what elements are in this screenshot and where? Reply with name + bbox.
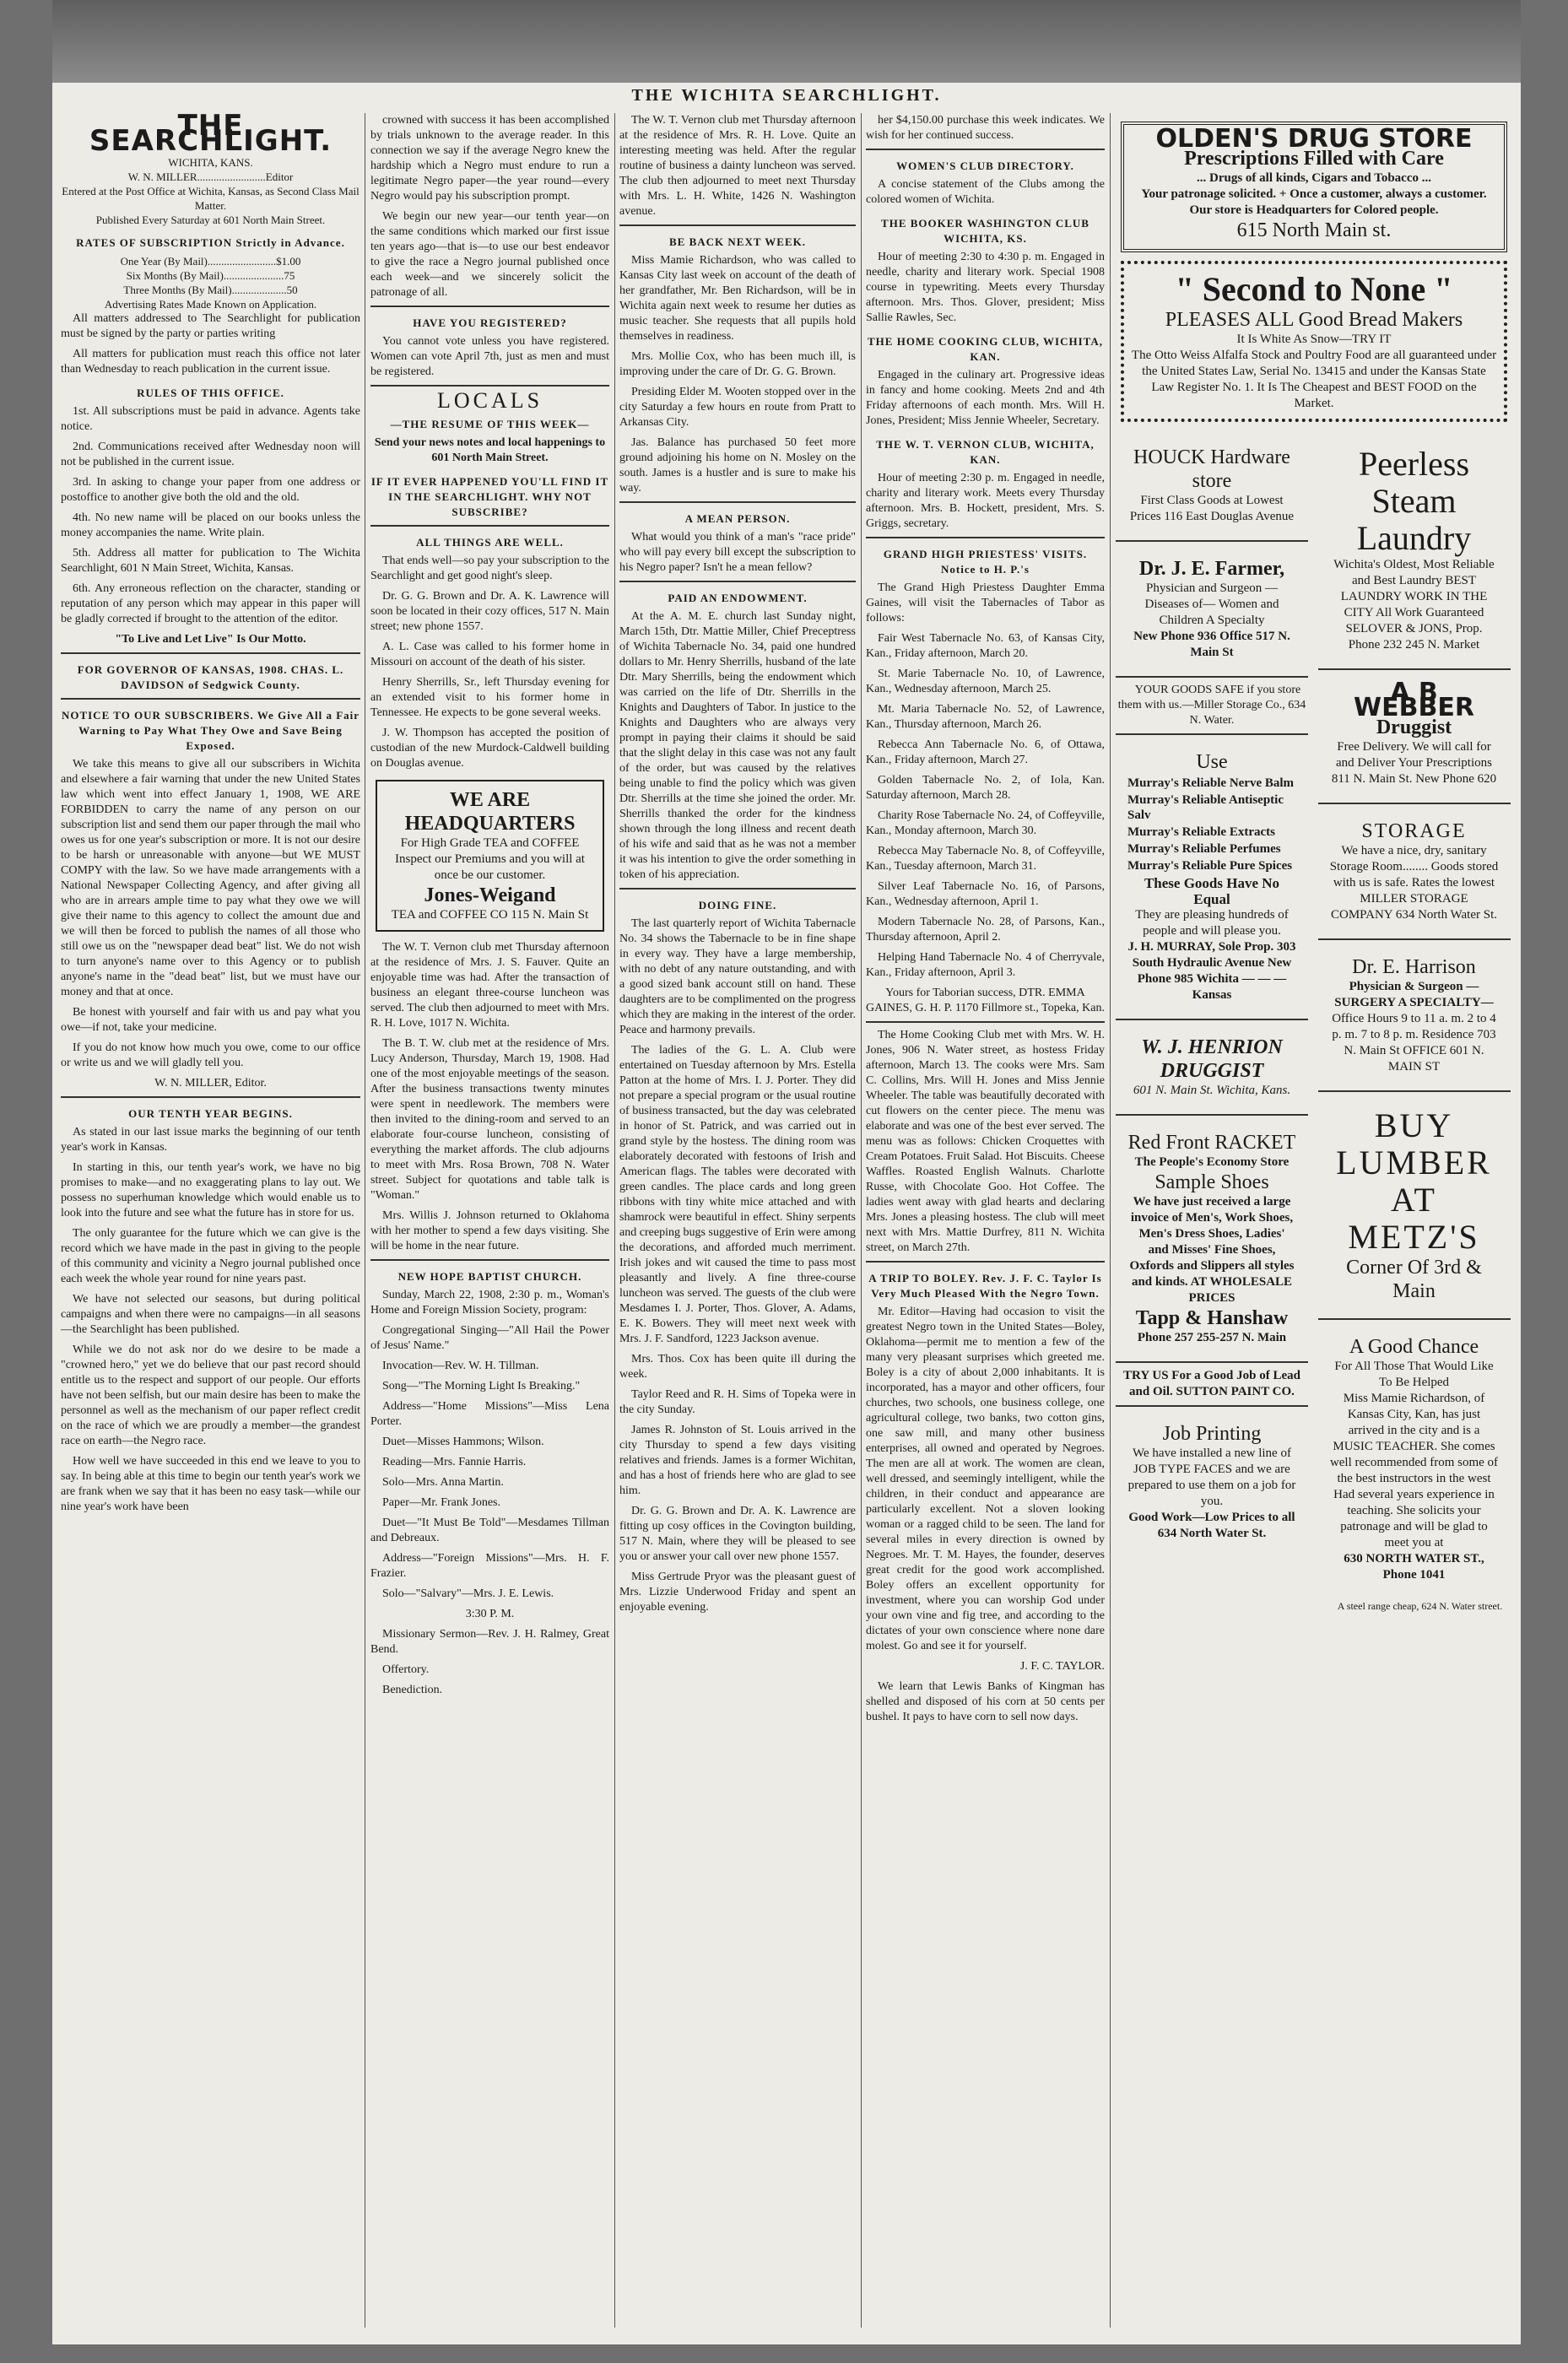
divider bbox=[1116, 733, 1308, 735]
tenth-paragraph: The only guarantee for the future which we can give is the record which we have made in the past in giving to the people of this community and vicinity a Negro journal published once each week the whole year round for nine years past. bbox=[61, 1227, 360, 1285]
job-footer: Good Work—Low Prices to all 634 North Water St. bbox=[1128, 1511, 1295, 1540]
houck-name: HOUCK Hardware store bbox=[1133, 446, 1290, 492]
subscribe-prompt: IF IT EVER HAPPENED YOU'LL FIND IT IN THE SEARCHLIGHT. WHY NOT SUBSCRIBE? bbox=[370, 475, 609, 518]
program-line: Address—"Foreign Missions"—Mrs. H. F. Frazier. bbox=[370, 1552, 609, 1580]
henrion-name: W. J. HENRION DRUGGIST bbox=[1141, 1036, 1283, 1082]
program-line: Congregational Singing—"All Hail the Power of Jesus' Name." bbox=[370, 1324, 609, 1352]
motto: "To Live and Let Live" Is Our Motto. bbox=[115, 633, 306, 646]
place-line: WICHITA, KANS. bbox=[168, 156, 253, 169]
racket-name: Tapp & Hanshaw bbox=[1135, 1307, 1289, 1329]
divider bbox=[61, 652, 360, 654]
rule-item: 5th. Address all matter for publication to The Wichita Searchlight, 601 N Main Street, Wichita, Kansas. bbox=[61, 547, 360, 575]
governor-heading: FOR GOVERNOR OF KANSAS, 1908. CHAS. L. DAVIDSON of Sedgwick County. bbox=[77, 663, 344, 691]
club-item: The Home Cooking Club met with Mrs. W. H. Jones, 906 N. Water street, as hostess Friday afternoon, March 13. The cooks were Mrs. Sam C. Collins, Mrs. Will H. Jones and Miss Jennie Wheeler. The table was beautifully decorated with cut flowers on the center piece. The menu was elaborate and was one of the best ever served. The menu was as follows: Chicken Croquettes with Cream Potatoes. Fruit Salad. Hot Biscuits. Cheese Waffles. Roasted English Walnuts. Charlotte Russe, with Chocolate Goo. Hot Coffee. The ladies went away with glad hearts and declaring Mrs. Jones a pleasing hostess. The club will meet next with Mrs. Mattie Durfrey, 811 N. Wichita street, on March 27th. bbox=[866, 1029, 1105, 1254]
olden-drug-ad bbox=[1121, 122, 1507, 252]
divider bbox=[866, 537, 1105, 538]
murray-note: They are pleasing hundreds of people and will please you. bbox=[1135, 908, 1289, 938]
notice-paragraph: If you do not know how much you owe, come to our office or write us and we will gladly tell you. bbox=[61, 1041, 360, 1069]
olden-line: Prescriptions Filled with Care bbox=[1184, 148, 1444, 170]
local-item: Dr. G. G. Brown and Dr. A. K. Lawrence are fitting up cosy offices in the Covington building, 517 N. Main, where they will be pleased to see you or answer your call over new phone 1557. bbox=[619, 1505, 856, 1563]
divider bbox=[370, 1259, 609, 1261]
program-line: Missionary Sermon—Rev. J. H. Ralmey, Great Bend. bbox=[370, 1628, 609, 1656]
published-note: Published Every Saturday at 601 North Main Street. bbox=[95, 214, 326, 226]
mean-body: What would you think of a man's "race pride" who will pay every bill except the subscription to his Negro paper? Isn't he a mean fellow? bbox=[619, 531, 856, 574]
chance-sub: For All Those That Would Like To Be Helped bbox=[1334, 1360, 1494, 1389]
fine-body: The last quarterly report of Wichita Tabernacle No. 34 shows the Tabernacle to be in fine shape in every way. They have a large membership, with no debt of any nature outstanding, and with a good sized bank account still on hand. These daughters are to be complimented on the progress which they are making in the interest of the order. Peace and harmony prevails. bbox=[619, 917, 856, 1036]
boley-signature: J. F. C. TAYLOR. bbox=[1019, 1660, 1105, 1673]
storage-body: We have a nice, dry, sanitary Storage Room........ Goods stored with us is safe. Rates the lowest MILLER STORAGE COMPANY 634 North Water St. bbox=[1329, 844, 1499, 922]
program-line: 3:30 P. M. bbox=[465, 1608, 515, 1620]
church-heading: NEW HOPE BAPTIST CHURCH. bbox=[397, 1270, 582, 1283]
club-heading: THE W. T. VERNON CLUB, WICHITA, KAN. bbox=[876, 438, 1095, 466]
local-item: We learn that Lewis Banks of Kingman has shelled and disposed of his corn at 50 cents per bushel. It pays to have corn to sell now days. bbox=[866, 1680, 1105, 1723]
endowment-heading: PAID AN ENDOWMENT. bbox=[668, 592, 808, 604]
visit-line: The Grand High Priestess Daughter Emma Gaines, will visit the Tabernacles of Tabor as follows: bbox=[866, 581, 1105, 625]
boley-heading: A TRIP TO BOLEY. Rev. J. F. C. Taylor Is Very Much Pleased With the Negro Town. bbox=[868, 1272, 1102, 1300]
henrion-ad bbox=[1121, 1029, 1303, 1106]
houck-ad bbox=[1121, 439, 1303, 532]
program-line: Benediction. bbox=[382, 1684, 443, 1696]
club-heading: THE HOME COOKING CLUB, WICHITA, KAN. bbox=[868, 335, 1103, 363]
program-line: Address—"Home Missions"—Miss Lena Porter. bbox=[370, 1400, 609, 1428]
tenth-paragraph: As stated in our last issue marks the beginning of our tenth year's work in Kansas. bbox=[61, 1126, 360, 1154]
visit-line: Rebecca Ann Tabernacle No. 6, of Ottawa, Kan., Friday afternoon, March 27. bbox=[866, 738, 1105, 766]
rule-item: 6th. Any erroneous reflection on the character, standing or reputation of any person which may appear in this paper will be gladly corrected if brought to the attention of the editor. bbox=[61, 582, 360, 625]
local-item: J. W. Thompson has accepted the position of custodian of the new Murdock-Caldwell building on Douglas avenue. bbox=[370, 727, 609, 770]
webber-ad bbox=[1323, 679, 1506, 794]
fine-heading: DOING FINE. bbox=[698, 899, 777, 911]
divider bbox=[1318, 1090, 1511, 1092]
divider bbox=[370, 385, 609, 387]
bread-ad bbox=[1121, 261, 1507, 422]
farmer-ad bbox=[1121, 550, 1303, 668]
club-body: Engaged in the culinary art. Progressive ideas in fancy and home cooking. Meets 2nd and 4th Friday afternoons of each month. Mrs. Will H. Jones, President; Miss Jennie Wheeler, Secretary. bbox=[866, 369, 1105, 427]
divider bbox=[370, 306, 609, 307]
rate-line: Six Months (By Mail)......................75 bbox=[126, 269, 295, 282]
local-item: Henry Sherrills, Sr., left Thursday evening for an extended visit to his former home in Tennessee. He expects to be gone several weeks. bbox=[370, 676, 609, 719]
visit-line: St. Marie Tabernacle No. 10, of Lawrence, Kan., Wednesday afternoon, March 25. bbox=[866, 668, 1105, 695]
lumber-heading: BUY LUMBER AT bbox=[1336, 1106, 1492, 1219]
ad-company: Jones-Weigand bbox=[424, 884, 556, 906]
back-body: Miss Mamie Richardson, who was called to Kansas City last week on account of the death of her grandfather, Mr. Ben Richardson, will be in Wichita again next week to resume her duties as music teacher. She requests that all pupils hold themselves in readiness. bbox=[619, 254, 856, 343]
farmer-body: Physician and Surgeon —Diseases of— Women and Children A Specialty bbox=[1144, 581, 1279, 627]
column-ads bbox=[1116, 113, 1512, 2328]
nameplate: THE SEARCHLIGHT. bbox=[89, 113, 333, 158]
bread-line: It Is White As Snow—TRY IT bbox=[1236, 333, 1392, 346]
entry-note: Entered at the Post Office at Wichita, Kansas, as Second Class Mail Matter. bbox=[62, 185, 360, 212]
club-item: The W. T. Vernon club met Thursday afternoon at the residence of Mrs. R. H. Love. Quite an interesting meeting was held. After the regular routine of business a dainty luncheon was served. The club then adjourned to meet next Thursday with Mrs. L. H. White, 1426 N. Washington avenue. bbox=[619, 114, 856, 218]
lumber-address: Corner Of 3rd & Main bbox=[1346, 1257, 1482, 1302]
advertising-note: Advertising Rates Made Known on Application. bbox=[104, 298, 317, 311]
article-continued: We begin our new year—our tenth year—on the same conditions which marked our first issue ten years ago—that is—to use our best endeavor to give the race a Negro journal published once each week—and we sincerely solicit the patronage of all. bbox=[370, 210, 609, 299]
olden-address: 615 North Main st. bbox=[1236, 219, 1392, 241]
visit-line: Modern Tabernacle No. 28, of Parsons, Kan., Thursday afternoon, April 2. bbox=[866, 916, 1105, 944]
divider bbox=[1116, 1405, 1308, 1407]
directory-heading: WOMEN'S CLUB DIRECTORY. bbox=[896, 160, 1074, 172]
running-head: THE WICHITA SEARCHLIGHT. bbox=[631, 86, 942, 105]
job-heading: Job Printing bbox=[1162, 1423, 1262, 1445]
divider bbox=[61, 1096, 360, 1098]
club-body: Hour of meeting 2:30 to 4:30 p. m. Engaged in needle, charity and literary work. Special 1908 course in typewriting. Meets every Thursday afternoon. Mrs. Thos. Glover, president; Miss Sallie Rawles, Sec. bbox=[866, 251, 1105, 324]
rate-line: One Year (By Mail).........................$1.00 bbox=[120, 255, 301, 268]
column-rule bbox=[614, 113, 615, 2328]
local-item: James R. Johnston of St. Louis arrived in the city Thursday to spend a few days visiting relatives and friends. James is a former Wichitan, and has a host of friends here who are glad to see him. bbox=[619, 1424, 856, 1497]
racket-sub: The People's Economy Store bbox=[1134, 1155, 1290, 1169]
laundry-name: Peerless Steam Laundry bbox=[1356, 445, 1472, 557]
registered-heading: HAVE YOU REGISTERED? bbox=[413, 316, 567, 329]
visit-signature: Yours for Taborian success, DTR. EMMA GAINES, G. H. P. 1170 Fillmore st., Topeka, Kan. bbox=[866, 987, 1105, 1014]
tea-coffee-ad bbox=[376, 780, 604, 932]
divider bbox=[1318, 668, 1511, 670]
local-item: Jas. Balance has purchased 50 feet more ground adjoining his home on N. Mosley on the south. James is a hustler and is sure to make his way. bbox=[619, 436, 856, 495]
program-line: Sunday, March 22, 1908, 2:30 p. m., Woman's Home and Foreign Mission Society, program: bbox=[370, 1289, 609, 1317]
local-item: Taylor Reed and R. H. Sims of Topeka were in the city Sunday. bbox=[619, 1388, 856, 1416]
resume-line: —THE RESUME OF THIS WEEK— bbox=[390, 418, 590, 430]
murray-tag: These Goods Have No Equal bbox=[1144, 875, 1280, 907]
program-line: Solo—Mrs. Anna Martin. bbox=[382, 1476, 504, 1489]
column-rule bbox=[1110, 113, 1111, 2328]
boley-body: Mr. Editor—Having had occasion to visit the greatest Negro town in the United States—Boley, Oklahoma—permit me to mention a few of the many very pleasant surprises which greeted me. Boley is a city of about 2,000 inhabitants. It is incorporated, has a mayor and other officers, four churches, two schools, one business college, one agricultural college, two banks, two cotton gins, one saw mill, and many other business enterprises, all owned and operated by Negroes. The men are all at work. The women are clean, well dressed, and seemingly intelligent, while the children, in their conduct and appearance are particularly excellent. Not a sloven looking woman or a ragged child to be seen. The land for several miles in every direction is owned by Negroes. Mr. T. M. Hayes, the founder, deserves great credit for the good work accomplished. Boley offers an excellent opportunity for investment, where you can worship God under your own vine and fig tree, and according to the dictates of your own conscience where none dare molest. Go and see it for yourself. bbox=[866, 1306, 1105, 1652]
bread-line: The Otto Weiss Alfalfa Stock and Poultry Food are all guaranteed under the United States Law, Serial No. 13415 and under the Kansas State Law Register No. 1. It Is The Cheapest and BEST FOOD on the Market. bbox=[1131, 349, 1497, 410]
ad-body: For High Grade TEA and COFFEE Inspect our Premiums and you will at once be our customer. bbox=[395, 836, 585, 882]
murray-item: Murray's Reliable Nerve Balm bbox=[1127, 776, 1295, 790]
divider bbox=[1116, 676, 1308, 678]
divider bbox=[866, 149, 1105, 150]
webber-body: Free Delivery. We will call for and Deliver Your Prescriptions 811 N. Main St. New Phone 620 bbox=[1331, 740, 1497, 786]
rule-item: 1st. All subscriptions must be paid in advance. Agents take notice. bbox=[61, 405, 360, 433]
divider bbox=[1318, 938, 1511, 940]
divider bbox=[370, 525, 609, 527]
tenth-paragraph: In starting in this, our tenth year's work, we have no big promises to make—and no exaggerating plans to lay out. We possess no superhuman knowledge which would enable us to look into the future and see what the future has in store for us. bbox=[61, 1161, 360, 1219]
program-line: Invocation—Rev. W. H. Tillman. bbox=[382, 1360, 539, 1372]
tenth-paragraph: We have not selected our seasons, but during political campaigns and when there were no campaigns—in all seasons—the Searchlight has been published. bbox=[61, 1293, 360, 1336]
divider bbox=[619, 581, 856, 582]
program-line: Song—"The Morning Light Is Breaking." bbox=[382, 1380, 581, 1392]
murray-item: Murray's Reliable Antiseptic Salv bbox=[1127, 793, 1284, 822]
rate-line: Three Months (By Mail)....................50 bbox=[123, 284, 298, 296]
lumber-name: METZ'S bbox=[1348, 1218, 1480, 1256]
harrison-hours: Office Hours 9 to 11 a. m. 2 to 4 p. m. 7 to 8 p. m. Residence 703 N. Main St OFFICE 601 N. MAIN ST bbox=[1332, 1012, 1496, 1073]
local-item: Mrs. Thos. Cox has been quite ill during the week. bbox=[619, 1353, 856, 1381]
club-body: Hour of meeting 2:30 p. m. Engaged in needle, charity and literary work. Meets every Thursday afternoon. Mrs. B. Hockett, president, Mrs. S. Griggs, secretary. bbox=[866, 472, 1105, 530]
chance-address: 630 NORTH WATER ST., Phone 1041 bbox=[1344, 1552, 1484, 1582]
houck-body: First Class Goods at Lowest Prices 116 East Douglas Avenue bbox=[1129, 494, 1295, 523]
bread-line: PLEASES ALL Good Bread Makers bbox=[1165, 309, 1463, 331]
tenth-paragraph: While we do not ask nor do we desire to be made a "crowned hero," yet we do believe that our past record should entitle us to the respect and support of our people. Our efforts have not been selfish, but our main desire has been to make the personnel as well as the mechanism of our paper reflect credit on the race of which we are proudly a member—the grandest race on earth—the Negro race. bbox=[61, 1344, 360, 1447]
visit-line: Helping Hand Tabernacle No. 4 of Cherryvale, Kan., Friday afternoon, April 3. bbox=[866, 951, 1105, 979]
lumber-ad bbox=[1323, 1100, 1506, 1310]
column-3 bbox=[619, 113, 856, 2328]
divider bbox=[61, 698, 360, 700]
divider bbox=[866, 1261, 1105, 1263]
rule-item: 4th. No new name will be placed on our books unless the money accompanies the name. Write plain. bbox=[61, 511, 360, 539]
olden-line: ... Drugs of all kinds, Cigars and Tobacco ... bbox=[1197, 171, 1431, 185]
page-top-margin bbox=[52, 0, 1521, 83]
registered-body: You cannot vote unless you have registered. Women can vote April 7th, just as men and must be registered. bbox=[370, 335, 609, 378]
harrison-body: Physician & Surgeon —SURGERY A SPECIALTY— bbox=[1334, 980, 1494, 1009]
local-item: Dr. G. G. Brown and Dr. A. K. Lawrence will soon be located in their cozy offices, 517 N. Main street; new phone 1557. bbox=[370, 590, 609, 633]
webber-sub: Druggist bbox=[1376, 716, 1452, 738]
murray-item: Murray's Reliable Extracts bbox=[1127, 825, 1275, 839]
divider bbox=[1116, 1114, 1308, 1116]
local-item: A. L. Case was called to his former home in Missouri on account of the death of his sister. bbox=[370, 641, 609, 668]
column-4 bbox=[866, 113, 1105, 2328]
notice-paragraph: Be honest with yourself and fair with us and pay what you owe—if not, take your medicine. bbox=[61, 1006, 360, 1034]
divider bbox=[1116, 1361, 1308, 1363]
job-printing-ad bbox=[1121, 1415, 1303, 1549]
purchase-note: her $4,150.00 purchase this week indicates. We wish for her continued success. bbox=[866, 114, 1105, 142]
rules-heading: RULES OF THIS OFFICE. bbox=[137, 387, 284, 399]
program-line: Duet—Misses Hammons; Wilson. bbox=[382, 1436, 544, 1448]
article-continued: crowned with success it has been accomplished by trials unknown to the average reader. In this connection we say if the average Negro knew the hardship which a Negro must endure to run a legitimate Negro paper—the year round—every Negro would pay his subscription prompt. bbox=[370, 114, 609, 203]
program-line: Duet—"It Must Be Told"—Mesdames Tillman and Debreaux. bbox=[370, 1517, 609, 1544]
program-line: Reading—Mrs. Fannie Harris. bbox=[382, 1456, 527, 1468]
visit-line: Rebecca May Tabernacle No. 8, of Coffeyville, Kan., Tuesday afternoon, March 31. bbox=[866, 845, 1105, 873]
job-body: We have installed a new line of JOB TYPE FACES and we are prepared to use them on a job for you. bbox=[1127, 1446, 1296, 1508]
murray-ad bbox=[1121, 744, 1303, 1010]
ads-left-column bbox=[1116, 430, 1308, 1557]
storage-ad bbox=[1323, 813, 1506, 930]
racket-address: Phone 257 255-257 N. Main bbox=[1137, 1331, 1287, 1344]
webber-name: A B WEBBER bbox=[1354, 678, 1474, 722]
newspaper-page bbox=[52, 83, 1521, 2344]
club-item: The ladies of the G. L. A. Club were entertained on Tuesday afternoon by Mrs. Estella Patton at the home of Mrs. I. J. Porter. They did not prepare a special program or the usual routine of business transacted, but the day was celebrated in honor of St. Patrick, and was carried out in grand style by the hostess. The dining room was elaborately decorated with festoons of Irish and American flags. The tables were decorated with green candles. The place cards and long green ribbons with tiny white mice attached and with shamrock were beautiful in effect. Shiny serpents and creeping bugs suggestive of Erin were among the decorations, and afforded much merriment. Irish jokes and wit caused the time to pass most pleasantly and lively. A fine three-course luncheon was served. The guests of the club were Mesdames I. J. Porter, Thos. Glover, A. Adams, E. K. Bowers. They will meet next week with Mrs. J. F. Sandford, 1223 Jackson avenue. bbox=[619, 1044, 856, 1345]
henrion-address: 601 N. Main St. Wichita, Kans. bbox=[1133, 1084, 1291, 1097]
racket-heading: Red Front RACKET bbox=[1127, 1132, 1296, 1154]
racket-body: We have just received a large invoice of Men's, Work Shoes, Men's Dress Shoes, Ladies' and Misses' Fine Shoes, Oxfords and Slippers all styles and kinds. AT WHOLESALE PRICES bbox=[1129, 1195, 1295, 1305]
column-1 bbox=[61, 113, 360, 2328]
deadline-note: All matters for publication must reach this office not later than Wednesday to reach publication in the current issue. bbox=[61, 348, 360, 376]
divider bbox=[619, 224, 856, 226]
tenth-paragraph: How well we have succeeded in this end we leave to you to say. In being able at this time to begin our tenth year's work we are frank when we say that it has been no easy task—while our nine year's work have been bbox=[61, 1455, 360, 1513]
editor-line: W. N. MILLER.........................Editor bbox=[127, 170, 294, 183]
olden-line: Your patronage solicited. + Once a customer, always a customer. Our store is Headquarters for Colored people. bbox=[1141, 187, 1487, 217]
ad-heading: WE ARE HEADQUARTERS bbox=[404, 789, 576, 835]
rule-item: 3rd. In asking to change your paper from one address or postoffice to another give both the old and the old. bbox=[61, 476, 360, 504]
local-item: Presiding Elder M. Wooten stopped over in the city Saturday a few hours en route from Pratt to Arkansas City. bbox=[619, 386, 856, 429]
visit-line: Mt. Maria Tabernacle No. 52, of Lawrence, Kan., Thursday afternoon, March 26. bbox=[866, 703, 1105, 731]
divider bbox=[1116, 1019, 1308, 1020]
divider bbox=[1318, 1318, 1511, 1320]
divider bbox=[1116, 540, 1308, 542]
visit-line: Charity Rose Tabernacle No. 24, of Coffeyville, Kan., Monday afternoon, March 30. bbox=[866, 809, 1105, 837]
harrison-name: Dr. E. Harrison bbox=[1352, 956, 1476, 978]
program-line: Offertory. bbox=[382, 1663, 430, 1676]
ads-right-column bbox=[1318, 430, 1511, 1619]
notice-signature: W. N. MILLER, Editor. bbox=[154, 1077, 267, 1090]
range-note: A steel range cheap, 624 N. Water street. bbox=[1337, 1600, 1503, 1612]
rule-item: 2nd. Communications received after Wednesday noon will not be published in the current issue. bbox=[61, 441, 360, 468]
divider bbox=[1318, 803, 1511, 804]
olden-name: OLDEN'S DRUG STORE bbox=[1155, 124, 1473, 154]
program-line: Paper—Mr. Frank Jones. bbox=[382, 1496, 500, 1509]
divider bbox=[866, 1021, 1105, 1023]
murray-heading: Use bbox=[1196, 751, 1228, 773]
grand-heading: GRAND HIGH PRIESTESS' VISITS. Notice to H. P.'s bbox=[883, 548, 1088, 576]
program-line: Solo—"Salvary"—Mrs. J. E. Lewis. bbox=[382, 1587, 554, 1600]
divider bbox=[619, 888, 856, 890]
murray-address: J. H. MURRAY, Sole Prop. 303 South Hydraulic Avenue New Phone 985 Wichita — — — Kansas bbox=[1127, 940, 1296, 1002]
mean-heading: A MEAN PERSON. bbox=[684, 512, 791, 525]
local-item: Miss Gertrude Pryor was the pleasant guest of Mrs. Lizzie Underwood Friday and spent an enjoyable evening. bbox=[619, 1571, 856, 1614]
storage-heading: STORAGE bbox=[1361, 820, 1467, 842]
locals-heading: LOCALS bbox=[436, 388, 543, 413]
rates-heading: RATES OF SUBSCRIPTION Strictly in Advance. bbox=[76, 236, 345, 249]
ad-footer: TEA and COFFEE CO 115 N. Main St bbox=[391, 908, 589, 922]
visit-line: Fair West Tabernacle No. 63, of Kansas City, Kan., Friday afternoon, March 20. bbox=[866, 632, 1105, 660]
endowment-body: At the A. M. E. church last Sunday night, March 15th, Dtr. Mattie Miller, Chief Preceptress of Wichita Tabernacle No. 34, paid one hundred dollars to Mr. Henry Sherrills, husband of the late Dtr. Mary Sherrills, being the endowment which was carried on the life of Dtr. Sherrills in the Knights and Daughters of Tabor. In justice to the Knights and Daughters who are always very prompt in paying their claims it should be said that the slight delay in this case was not any fault of the order, but was caused by the relatives being unable to find the policy which was given Dtr. Sherrills at the time she joined the order. Mr. Sherrills thanked the order for the kindness shown through the long illness and recent death of his wife and said that as he was not a member it was his intention to give the order something in token of his appreciation. bbox=[619, 610, 856, 881]
laundry-body: Wichita's Oldest, Most Reliable and Best Laundry BEST LAUNDRY WORK IN THE CITY All Work Guaranteed SELOVER & JONS, Prop. Phone 232 245 N. Market bbox=[1333, 558, 1495, 652]
notice-heading: NOTICE TO OUR SUBSCRIBERS. We Give All a Fair Warning to Pay What They Owe and Save Being Exposed. bbox=[61, 709, 360, 752]
directory-intro: A concise statement of the Clubs among the colored women of Wichita. bbox=[866, 178, 1105, 206]
storage-note: YOUR GOODS SAFE if you store them with us.—Miller Storage Co., 634 N. Water. bbox=[1117, 684, 1306, 727]
local-item: Mrs. Mollie Cox, who has been much ill, is improving under the care of Dr. G. G. Brown. bbox=[619, 350, 856, 378]
send-news: Send your news notes and local happenings to 601 North Main Street. bbox=[374, 436, 606, 464]
murray-item: Murray's Reliable Pure Spices bbox=[1127, 859, 1293, 873]
bread-slogan: " Second to None " bbox=[1175, 270, 1453, 308]
column-rule bbox=[861, 113, 862, 2328]
chance-heading: A Good Chance bbox=[1349, 1336, 1479, 1358]
visit-line: Golden Tabernacle No. 2, of Iola, Kan. Saturday afternoon, March 28. bbox=[866, 774, 1105, 802]
local-item: The W. T. Vernon club met Thursday afternoon at the residence of Mrs. J. S. Fauver. Quite an enjoyable time was had. After the transaction of business an elegant three-course luncheon was served. The club then adjourned to meet with Mrs. R. H. Love, 1017 N. Wichita. bbox=[370, 941, 609, 1030]
tenth-year-heading: OUR TENTH YEAR BEGINS. bbox=[128, 1107, 293, 1120]
things-body: That ends well—so pay your subscription to the Searchlight and get good night's sleep. bbox=[370, 554, 609, 582]
murray-item: Murray's Reliable Perfumes bbox=[1127, 842, 1281, 856]
chance-ad bbox=[1323, 1328, 1506, 1590]
notice-paragraph: We take this means to give all our subscribers in Wichita and elsewhere a fair warning that under the new United States law which went into effect January 1, 1908, WE ARE FORBIDDEN to carry the name of any person on our subscription list and send them our paper through the mail who owes us for one year's subscription or more. It is not our desire to be harsh or unreasonable with anyone—but WE MUST COMPY with the law. So we have made arrangements with a National Newspaper Collecting Agency, and after giving all who are in arrears ample time to pay what they owe we will give their name to this agency to collect the amount due and we will then be forced to publish the names of all those who still owe us on the "newspaper dead beat" list. We do not wish to turn anyone's name over to this Agency or to publish anyone's name in the "dead beat" list, but we must have our money and that at once. bbox=[61, 758, 360, 998]
local-item: The B. T. W. club met at the residence of Mrs. Lucy Anderson, Thursday, March 19, 1908. Had one of the most enjoyable meetings of the season. After the business transactions twenty minutes were spent in needlework. The members were then invited to the dining-room and served to an elaborate four-course luncheon, consisting of everything the market affords. The club adjourns to meet with Mrs. Rosa Brown, 708 N. Water street. Subject for quotations and table talk is "Woman." bbox=[370, 1037, 609, 1202]
laundry-ad bbox=[1323, 439, 1506, 660]
back-heading: BE BACK NEXT WEEK. bbox=[668, 235, 806, 248]
paint-ad: TRY US For a Good Job of Lead and Oil. SUTTON PAINT CO. bbox=[1123, 1369, 1300, 1398]
racket-ad bbox=[1121, 1124, 1303, 1353]
racket-big: Sample Shoes bbox=[1154, 1171, 1269, 1193]
chance-body: Miss Mamie Richardson, of Kansas City, Kan, has just arrived in the city and is a MUSIC TEACHER. She comes well recommended from some of the best instructors in the west Had several years experience in teaching. She solicits your patronage and will be glad to meet you at bbox=[1329, 1392, 1499, 1549]
club-heading: THE BOOKER WASHINGTON CLUB WICHITA, KS. bbox=[881, 217, 1089, 245]
column-2 bbox=[370, 113, 609, 2328]
letters-note: All matters addressed to The Searchlight for publication must be signed by the party or parties writing bbox=[61, 312, 360, 340]
things-heading: ALL THINGS ARE WELL. bbox=[416, 536, 564, 549]
local-item: Mrs. Willis J. Johnson returned to Oklahoma with her mother to spend a few days visiting. She will be home in the near future. bbox=[370, 1209, 609, 1252]
farmer-address: New Phone 936 Office 517 N. Main St bbox=[1133, 630, 1290, 659]
visit-line: Silver Leaf Tabernacle No. 16, of Parsons, Kan., Wednesday afternoon, April 1. bbox=[866, 880, 1105, 908]
harrison-ad bbox=[1323, 949, 1506, 1082]
divider bbox=[619, 501, 856, 503]
farmer-name: Dr. J. E. Farmer, bbox=[1138, 558, 1285, 580]
